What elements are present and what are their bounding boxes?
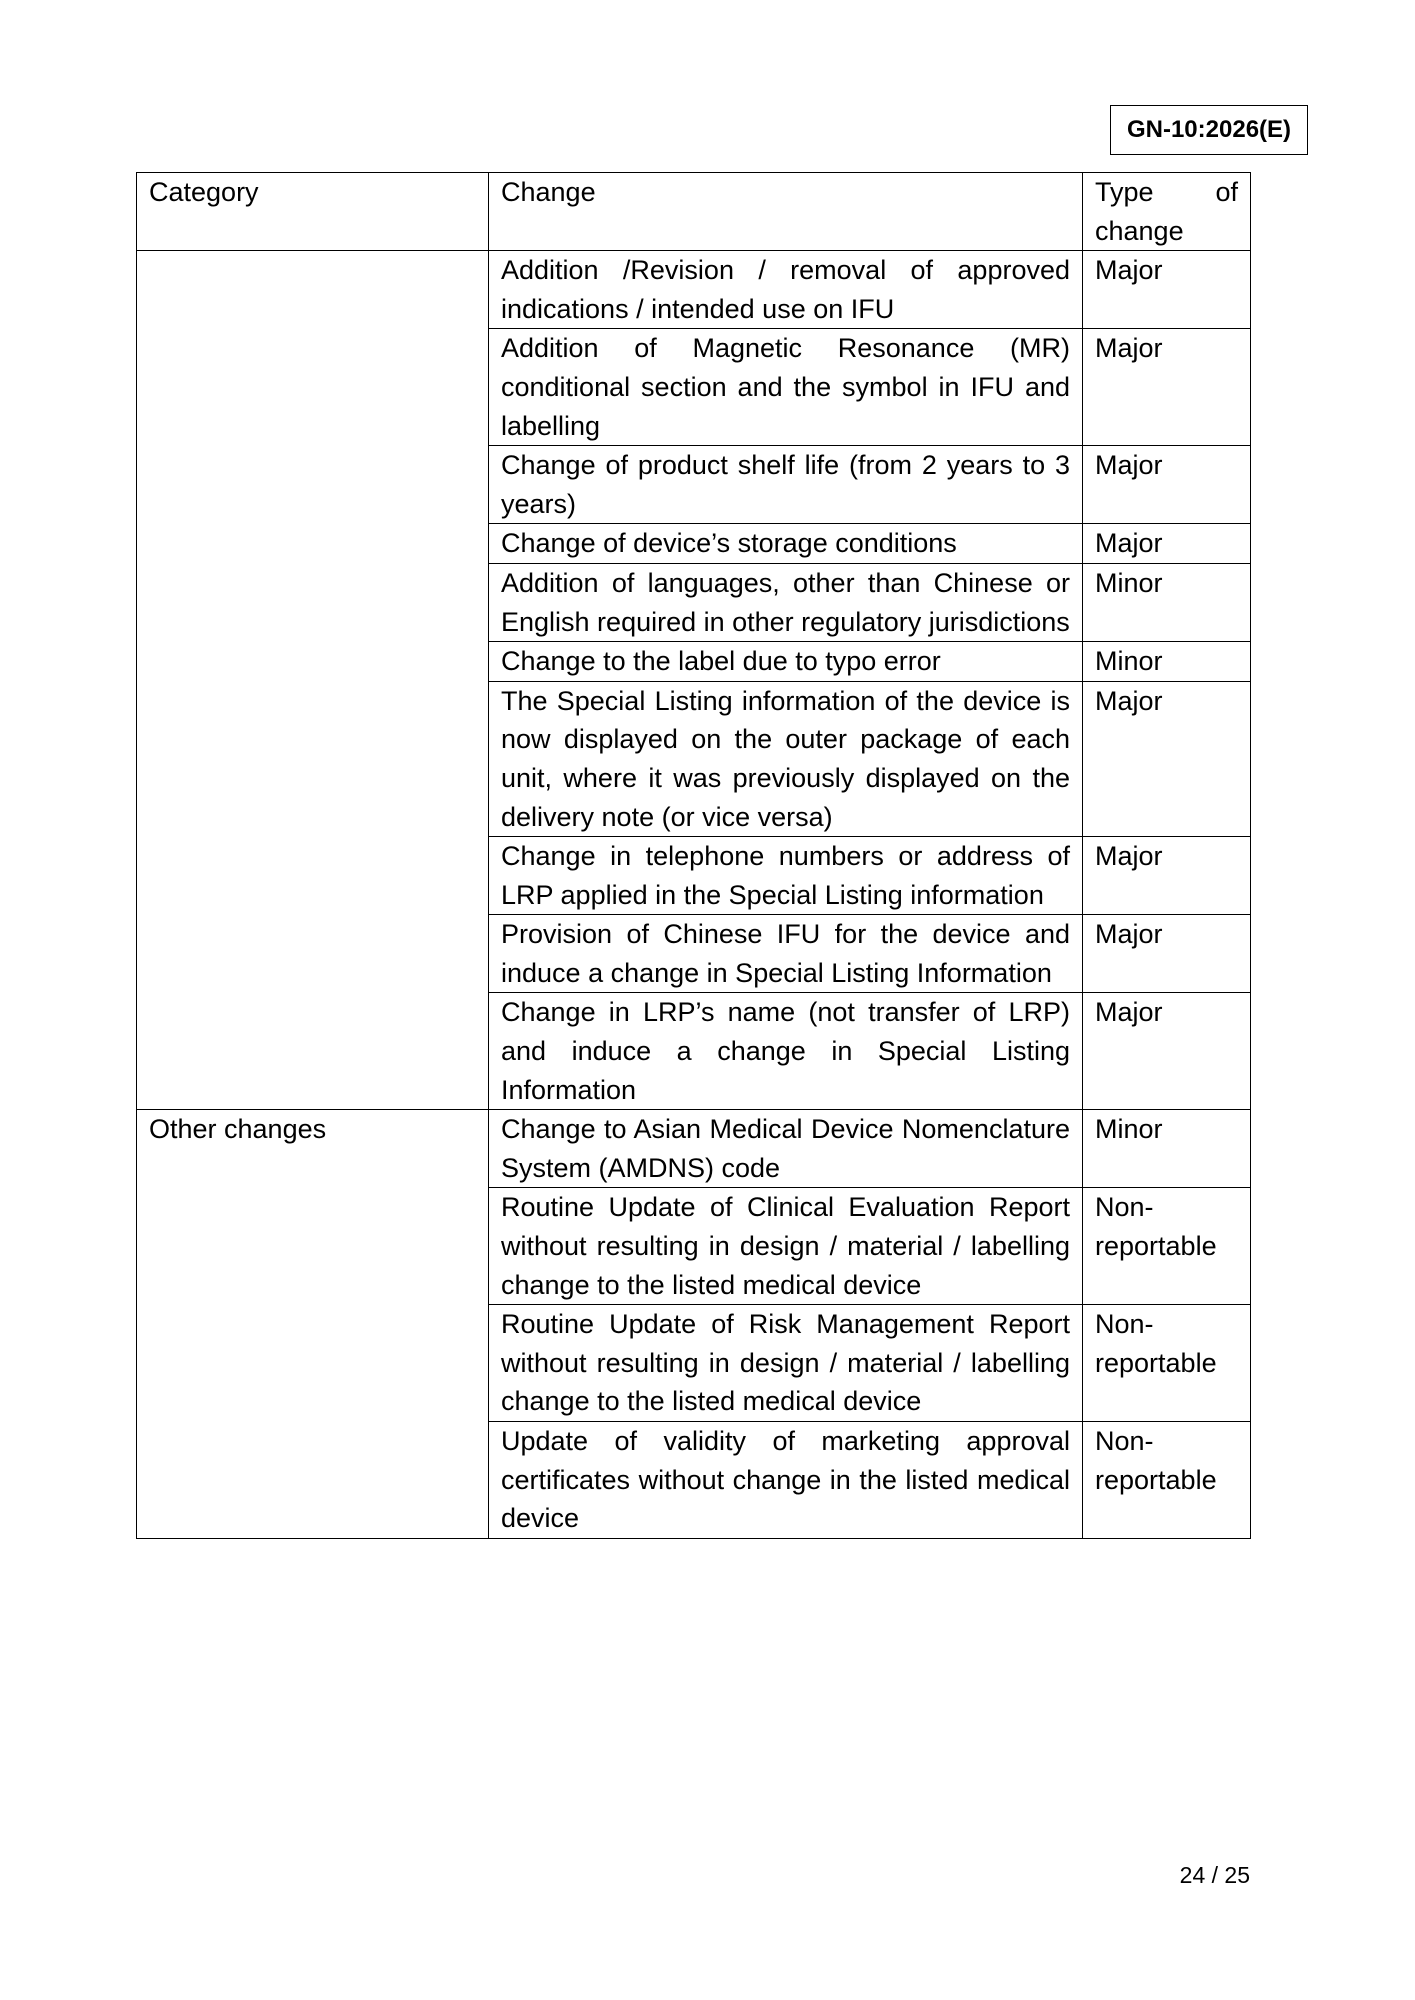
type-cell: Major [1083,446,1251,524]
change-cell: Routine Update of Clinical Evaluation Report without resulting in design / material / labelling change to the listed medical device [489,1188,1083,1305]
change-cell: Change of device’s storage conditions [489,524,1083,564]
change-cell: Addition of Magnetic Resonance (MR) conditional section and the symbol in IFU and labelling [489,329,1083,446]
type-cell: Major [1083,524,1251,564]
table-row [137,1110,1251,1188]
page-number: 24 / 25 [1179,1862,1250,1888]
type-cell: Major [1083,329,1251,446]
table-header-row [137,173,1251,251]
change-classification-table [136,172,1251,1539]
type-cell: Minor [1083,1110,1251,1188]
change-cell: Provision of Chinese IFU for the device and induce a change in Special Listing Information [489,915,1083,993]
type-cell: Major [1083,837,1251,915]
type-cell: Major [1083,251,1251,329]
document-code: GN-10:2026(E) [1110,105,1308,155]
type-cell: Non-reportable [1083,1305,1251,1422]
category-cell: Other changes [137,1110,489,1539]
type-cell: Non-reportable [1083,1422,1251,1539]
change-cell: Change to Asian Medical Device Nomenclature System (AMDNS) code [489,1110,1083,1188]
change-cell: Change in telephone numbers or address of LRP applied in the Special Listing information [489,837,1083,915]
change-cell: Change in LRP’s name (not transfer of LRP) and induce a change in Special Listing Information [489,993,1083,1110]
change-cell: Addition /Revision / removal of approved indications / intended use on IFU [489,251,1083,329]
type-cell: Minor [1083,642,1251,682]
type-cell: Minor [1083,563,1251,641]
column-header-change: Change [489,173,1083,251]
column-header-type: Type of change [1083,173,1251,251]
category-cell [137,251,489,1110]
change-cell: Update of validity of marketing approval certificates without change in the listed medical device [489,1422,1083,1539]
type-cell: Non-reportable [1083,1188,1251,1305]
type-cell: Major [1083,681,1251,836]
change-cell: Change of product shelf life (from 2 years to 3 years) [489,446,1083,524]
table-row [137,251,1251,329]
type-cell: Major [1083,915,1251,993]
change-cell: Change to the label due to typo error [489,642,1083,682]
change-cell: Addition of languages, other than Chinese or English required in other regulatory jurisdictions [489,563,1083,641]
type-cell: Major [1083,993,1251,1110]
change-cell: Routine Update of Risk Management Report without resulting in design / material / labelling change to the listed medical device [489,1305,1083,1422]
change-cell: The Special Listing information of the device is now displayed on the outer package of each unit, where it was previously displayed on the delivery note (or vice versa) [489,681,1083,836]
column-header-category: Category [137,173,489,251]
